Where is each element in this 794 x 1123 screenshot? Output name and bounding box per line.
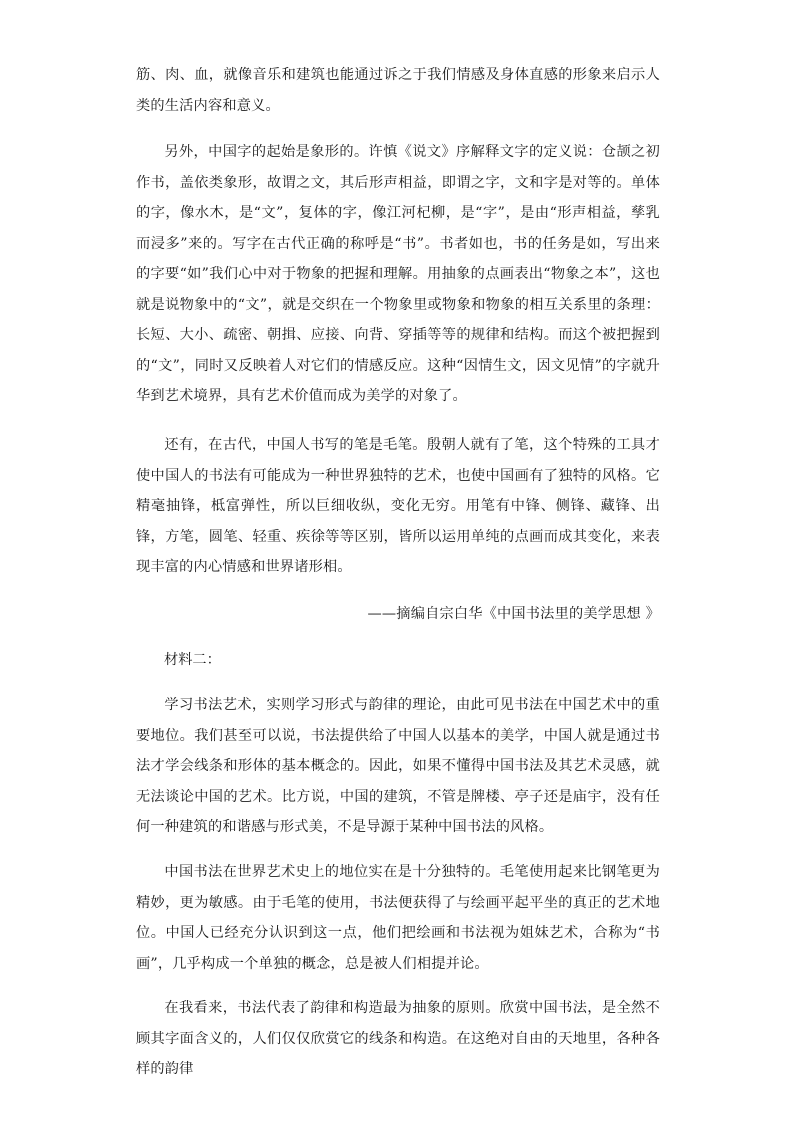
paragraph-pictographic-origin: 另外，中国字的起始是象形的。许慎《说文》序解释文字的定义说：仓颉之初作书，盖依类象形，故谓之文，其后形声相益，即谓之字，文和字是对等的。单体的字，像水木，是“文”，复体的字，像江河杞柳，是“字”，是由“形声相益，孳乳而浸多”来的。写字在古代正确的称呼是“书”。书者如也，书的任务是如，写出来的字要“如”我们心中对于物象的把握和理解。用抽象的点画表出“物象之本”，这也就是说物象中的“文”，就是交织在一个物象里或物象和物象的相互关系里的条理：长短、大小、疏密、朝揖、应接、向背、穿插等等的规律和结构。而这个被把握到的“文”，同时又反映着人对它们的情感反应。这种“因情生文，因文见情”的字就升华到艺术境界，具有艺术价值而成为美学的对象了。: [136, 144, 660, 404]
paragraph-continuation: 筋、肉、血，就像音乐和建筑也能通过诉之于我们情感及身体直感的形象来启示人类的生活内容和意义。: [136, 67, 660, 114]
source-attribution: ——摘编自宗白华《中国书法里的美学思想 》: [367, 606, 660, 622]
paragraph-calligraphy-foundation: 学习书法艺术，实则学习形式与韵律的理论，由此可见书法在中国艺术中的重要地位。我们甚至可以说，书法提供给了中国人以基本的美学，中国人就是通过书法才学会线条和形体的基本概念的。因此，如果不懂得中国书法及其艺术灵感，就无法谈论中国的艺术。比方说，中国的建筑，不管是牌楼、亭子还是庙宇，没有任何一种建筑的和谐感与形式美，不是导源于某种中国书法的风格。: [136, 697, 660, 835]
paragraph-calligraphy-status: 中国书法在世界艺术史上的地位实在是十分独特的。毛笔使用起来比钢笔更为精妙，更为敏感。由于毛笔的使用，书法便获得了与绘画平起平坐的真正的艺术地位。中国人已经充分认识到这一点，他们把绘画和书法视为姐妹艺术，合称为“书画”，几乎构成一个单独的概念，总是被人们相提并论。: [136, 864, 660, 972]
material-two-label: 材料二：: [164, 652, 221, 668]
paragraph-brush: 还有，在古代，中国人书写的笔是毛笔。殷朝人就有了笔，这个特殊的工具才使中国人的书法有可能成为一种世界独特的艺术，也使中国画有了独特的风格。它精毫抽锋，柢富弹性，所以巨细收纵，变化无穷。用笔有中锋、侧锋、藏锋、出锋，方笔，圆笔、轻重、疾徐等等区别，皆所以运用单纯的点画而成其变化，来表现丰富的内心情感和世界诸形相。: [136, 437, 660, 575]
paragraph-rhythm-principle: 在我看来，书法代表了韵律和构造最为抽象的原则。欣赏中国书法，是全然不顾其字面含义的，人们仅仅欣赏它的线条和构造。在这绝对自由的天地里，各种各样的韵律: [136, 1000, 660, 1077]
